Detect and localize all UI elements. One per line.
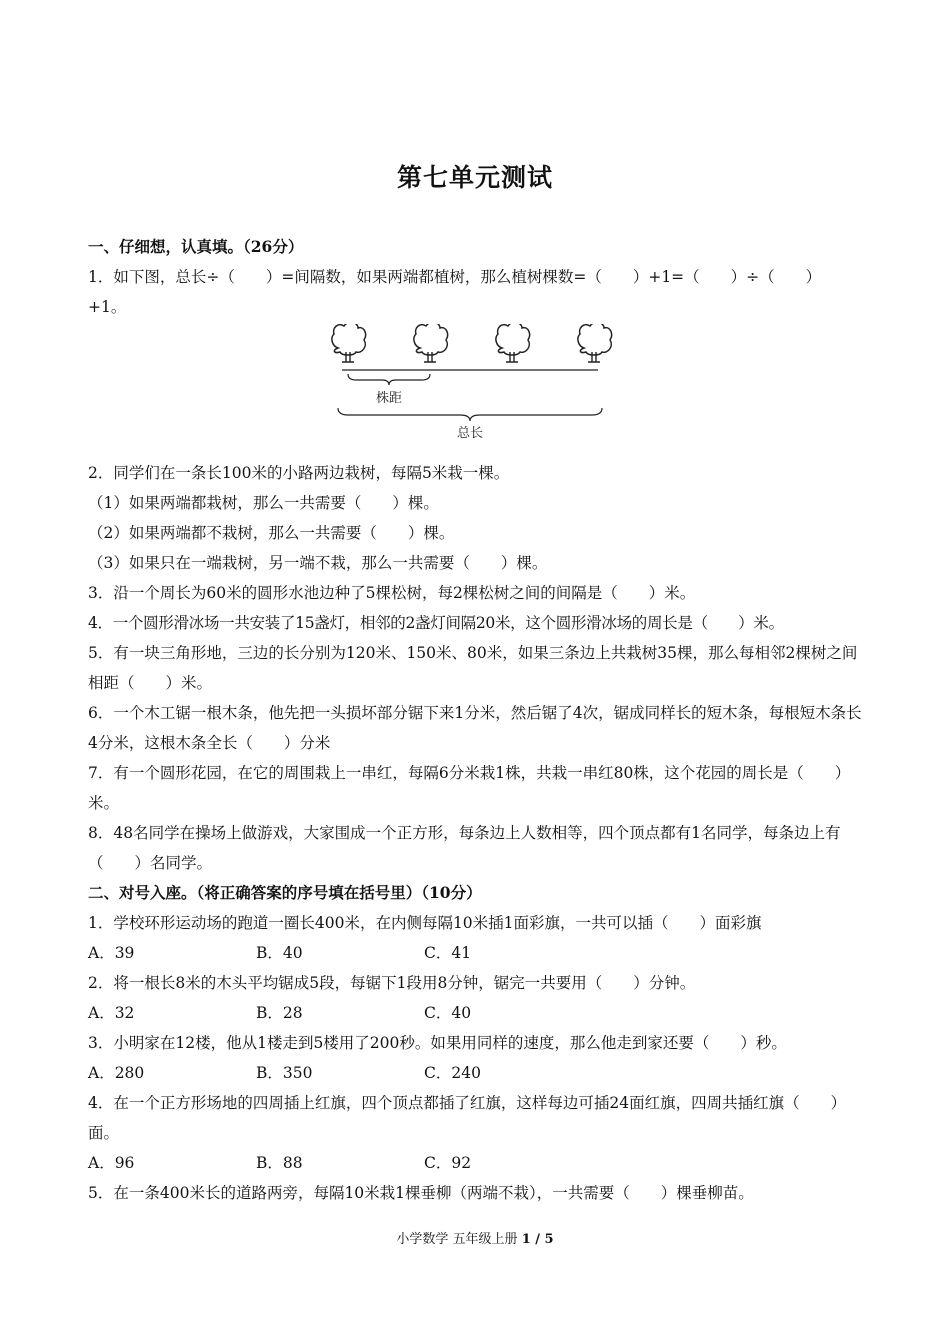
total-label: 总长 — [456, 426, 484, 441]
document-body — [88, 232, 868, 1208]
section-2-heading: 二、对号入座。（将正确答案的序号填在括号里）（10分） — [88, 883, 482, 902]
question-2-stem: 2．同学们在一条长100米的小路两边栽树，每隔5米栽一棵。 — [88, 464, 510, 482]
choice-options-1 — [88, 938, 868, 968]
option-c: C．92 — [424, 1154, 472, 1172]
question-7: 7．有一个圆形花园，在它的周围栽上一串红，每隔6分米栽1株，共栽一串红80株，这个花园的周长是（ ）米。 — [88, 764, 851, 812]
question-1-line-1: 1．如下图，总长÷（ ）=间隔数，如果两端都植树，那么植树棵数=（ ）+1=（ ）÷（ ） — [88, 268, 822, 286]
option-a: A．32 — [88, 1004, 135, 1022]
option-b: B．88 — [256, 1154, 303, 1172]
choice-question-3: 3．小明家在12楼，他从1楼走到5楼用了200秒。如果用同样的速度，那么他走到家还要（ ）秒。 — [88, 1034, 787, 1052]
tree-icon — [414, 324, 448, 362]
option-b: B．350 — [256, 1064, 313, 1082]
option-c: C．240 — [424, 1064, 481, 1082]
choice-options-2 — [88, 998, 868, 1028]
page-number: 1 / 5 — [521, 1232, 554, 1247]
question-8: 8．48名同学在操场上做游戏，大家围成一个正方形，每条边上人数相等，四个顶点都有1名同学，每条边上有（ ）名同学。 — [88, 824, 841, 872]
option-b: B．40 — [256, 944, 303, 962]
choice-options-4 — [88, 1148, 868, 1178]
footer-text: 小学数学 五年级上册 — [396, 1232, 522, 1247]
tree-icon — [578, 324, 612, 362]
page-title: 第七单元测试 — [396, 163, 553, 192]
tree-icon — [496, 324, 530, 362]
option-a: A．96 — [88, 1154, 135, 1172]
choice-question-2: 2．将一根长8米的木头平均锯成5段，每锯下1段用8分钟，锯完一共要用（ ）分钟。 — [88, 974, 696, 992]
choice-question-5: 5．在一条400米长的道路两旁，每隔10米栽1棵垂柳（两端不栽），一共需要（ ）棵垂柳苗。 — [88, 1184, 754, 1202]
spacing-label: 株距 — [375, 391, 403, 406]
option-c: C．41 — [424, 944, 472, 962]
choice-question-4: 4．在一个正方形场地的四周插上红旗，四个顶点都插了红旗，这样每边可插24面红旗，四周共插红旗（ ）面。 — [88, 1094, 847, 1142]
tree-spacing-figure — [320, 324, 620, 454]
option-a: A．39 — [88, 944, 135, 962]
option-a: A．280 — [88, 1064, 145, 1082]
choice-options-3 — [88, 1058, 868, 1088]
total-brace — [338, 408, 602, 421]
tree-icon — [332, 324, 366, 362]
section-1-heading: 一、仔细想，认真填。（26分） — [88, 237, 304, 256]
tree-diagram — [320, 324, 620, 454]
question-1-line-2: +1。 — [88, 298, 127, 316]
question-2-sub-1: （1）如果两端都栽树，那么一共需要（ ）棵。 — [88, 494, 439, 512]
page-footer — [0, 1228, 950, 1247]
question-5: 5．有一块三角形地，三边的长分别为120米、150米、80米，如果三条边上共栽树35棵，那么每相邻2棵树之间相距（ ）米。 — [88, 644, 858, 692]
spacing-brace — [348, 374, 430, 385]
question-4: 4．一个圆形滑冰场一共安装了15盏灯，相邻的2盏灯间隔20米，这个圆形滑冰场的周长是（ ）米。 — [88, 614, 784, 632]
question-2-sub-3: （3）如果只在一端栽树，另一端不栽，那么一共需要（ ）棵。 — [88, 554, 548, 572]
question-6: 6．一个木工锯一根木条，他先把一头损坏部分锯下来1分米，然后锯了4次，锯成同样长的短木条，每根短木条长4分米，这根木条全长（ ）分米 — [88, 704, 862, 752]
choice-question-1: 1．学校环形运动场的跑道一圈长400米，在内侧每隔10米插1面彩旗，一共可以插（ ）面彩旗 — [88, 914, 762, 932]
question-2-sub-2: （2）如果两端都不栽树，那么一共需要（ ）棵。 — [88, 524, 455, 542]
option-b: B．28 — [256, 1004, 303, 1022]
option-c: C．40 — [424, 1004, 472, 1022]
question-3: 3．沿一个周长为60米的圆形水池边种了5棵松树，每2棵松树之间的间隔是（ ）米。 — [88, 584, 696, 602]
